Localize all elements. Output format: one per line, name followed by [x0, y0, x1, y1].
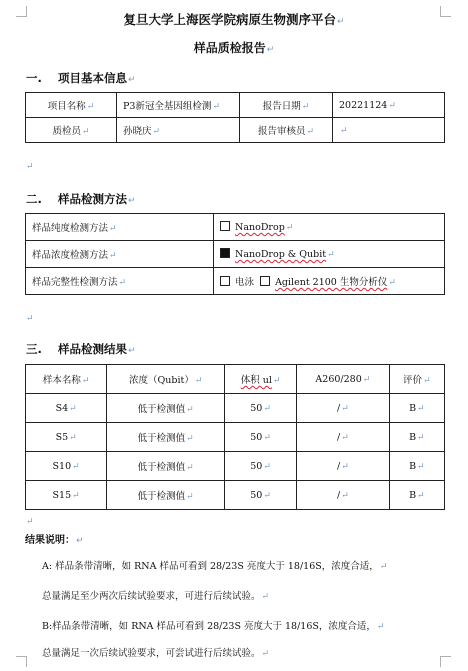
document-title: 复旦大学上海医学院病原生物测序平台↵ [123, 12, 345, 27]
report-date-label: 报告日期↵ [240, 93, 333, 118]
evaluation-cell: B↵ [389, 481, 444, 510]
methods-table [25, 213, 445, 295]
concentration-cell: 低于检测值↵ [107, 452, 225, 481]
page-corner-mark [16, 656, 27, 667]
page-corner-mark [440, 656, 451, 667]
document-subtitle: 样品质检报告↵ [193, 41, 275, 55]
sample-name-cell: S5↵ [26, 423, 107, 452]
concentration-cell: 低于检测值↵ [107, 394, 225, 423]
column-header: 评价↵ [389, 365, 444, 394]
project-name-value: P3新冠全基因组检测↵ [117, 93, 240, 118]
concentration-method-label: 样品浓度检测方法↵ [26, 241, 214, 268]
table-row [26, 394, 445, 423]
section-heading-basic-info: 一. 项目基本信息↵ [26, 71, 136, 85]
results-header-row [26, 365, 445, 394]
sample-name-cell: S4↵ [26, 394, 107, 423]
inspector-value: 孙晓庆↵ [117, 118, 240, 143]
paragraph-mark: ↵ [26, 517, 34, 527]
paragraph-mark: ↵ [26, 314, 34, 324]
inspector-label: 质检员↵ [26, 118, 117, 143]
section-heading-results: 三. 样品检测结果↵ [26, 342, 136, 356]
ratio-cell: /↵ [297, 481, 390, 510]
paragraph-mark: ↵ [26, 162, 34, 172]
report-date-value: 20221124↵ [333, 93, 445, 118]
table-row [26, 481, 445, 510]
integrity-agilent-checkbox[interactable] [260, 276, 270, 286]
column-header: 样本名称↵ [26, 365, 107, 394]
note-line: 总量满足一次后续试验要求，可尝试进行后续试验。↵ [42, 648, 270, 659]
notes-title: 结果说明：↵ [25, 535, 84, 546]
sample-name-cell: S10↵ [26, 452, 107, 481]
ratio-cell: /↵ [297, 394, 390, 423]
volume-cell: 50↵ [225, 423, 297, 452]
evaluation-cell: B↵ [389, 423, 444, 452]
table-row [26, 423, 445, 452]
concentration-cell: 低于检测值↵ [107, 423, 225, 452]
concentration-nanodrop-qubit-checkbox[interactable] [220, 248, 230, 258]
column-header: A260/280↵ [297, 365, 390, 394]
volume-cell: 50↵ [225, 452, 297, 481]
concentration-method-options: NanoDrop & Qubit↵ [214, 241, 445, 268]
volume-cell: 50↵ [225, 481, 297, 510]
concentration-cell: 低于检测值↵ [107, 481, 225, 510]
note-line: B:样品条带清晰，如 RNA 样品可看到 28/23S 亮度大于 18/16S，浓度合适，↵ [42, 621, 385, 632]
evaluation-cell: B↵ [389, 452, 444, 481]
evaluation-cell: B↵ [389, 394, 444, 423]
ratio-cell: /↵ [297, 452, 390, 481]
ratio-cell: /↵ [297, 423, 390, 452]
reviewer-label: 报告审核员↵ [240, 118, 333, 143]
integrity-method-options: 电泳 Agilent 2100 生物分析仪↵ [214, 268, 445, 295]
sample-name-cell: S15↵ [26, 481, 107, 510]
column-header: 浓度（Qubit）↵ [107, 365, 225, 394]
purity-method-options: NanoDrop↵ [214, 214, 445, 241]
note-line: 总量满足至少两次后续试验要求，可进行后续试验。↵ [42, 591, 270, 602]
section-heading-methods: 二. 样品检测方法↵ [26, 192, 136, 206]
integrity-electrophoresis-checkbox[interactable] [220, 276, 230, 286]
purity-method-label: 样品纯度检测方法↵ [26, 214, 214, 241]
results-table [25, 364, 445, 510]
table-row [26, 452, 445, 481]
integrity-method-label: 样品完整性检测方法↵ [26, 268, 214, 295]
project-name-label: 项目名称↵ [26, 93, 117, 118]
purity-nanodrop-checkbox[interactable] [220, 221, 230, 231]
note-line: A: 样品条带清晰，如 RNA 样品可看到 28/23S 亮度大于 18/16S，浓度合适，↵ [42, 561, 388, 572]
reviewer-value: ↵ [333, 118, 445, 143]
column-header: 体积 ul↵ [225, 365, 297, 394]
volume-cell: 50↵ [225, 394, 297, 423]
basic-info-table [25, 92, 445, 143]
